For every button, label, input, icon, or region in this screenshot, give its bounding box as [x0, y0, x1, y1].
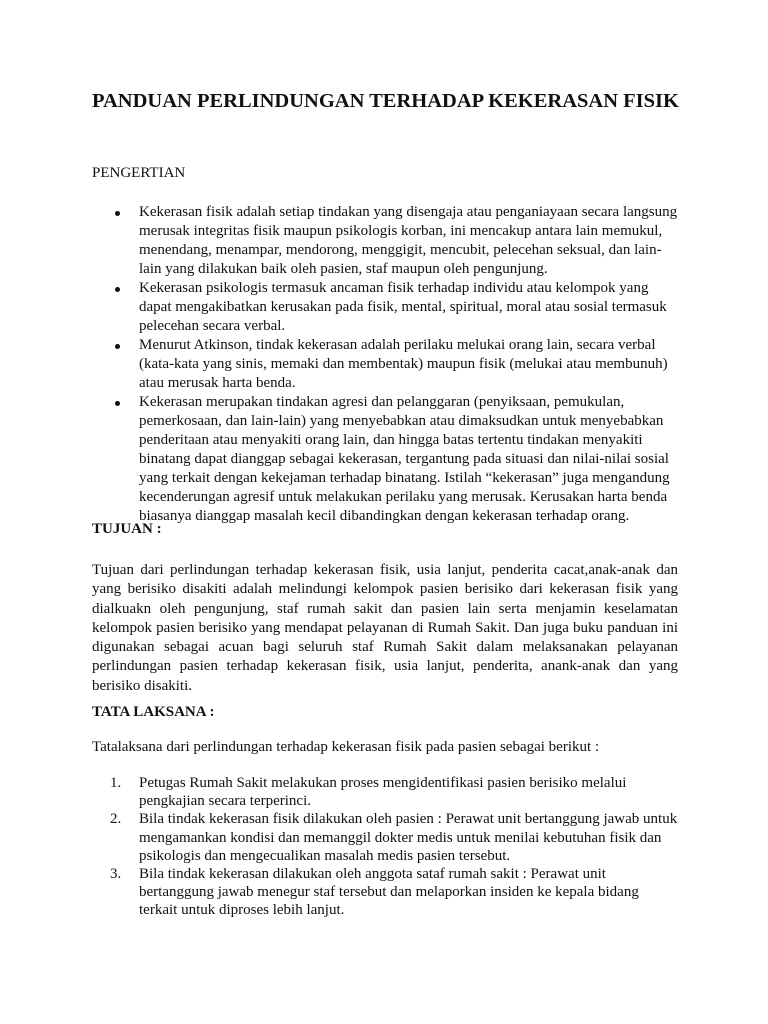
list-item: [92, 336, 678, 393]
pengertian-bullet-list: [92, 203, 678, 526]
list-item: [92, 279, 678, 336]
section-heading-pengertian: PENGERTIAN: [92, 165, 186, 181]
bullet-icon: [115, 344, 120, 349]
bullet-icon: [115, 401, 120, 406]
tata-laksana-intro: Tatalaksana dari perlindungan terhadap kekerasan fisik pada pasien sebagai berikut :: [92, 739, 600, 755]
item-number: 2.: [110, 811, 122, 828]
bullet-icon: [115, 287, 120, 292]
item-text: Bila tindak kekerasan fisik dilakukan oleh pasien : Perawat unit bertanggung jawab untuk mengamankan kondisi dan memanggil dokter medis untuk menilai kebutuhan fisik dan psikologis dan mengecualikan masalah medis pasien tersebut.: [139, 811, 678, 864]
tujuan-paragraph: Tujuan dari perlindungan terhadap kekerasan fisik, usia lanjut, penderita cacat,anak-anak dan yang berisiko disakiti adalah melindungi kelompok pasien berisiko dari kekerasan fisik yang dialkuakn oleh pengunjung, staf rumah sakit dan pasien lain serta menjamin keselamatan kelompok pasien berisiko yang mendapat pelayanan di Rumah Sakit. Dan juga buku panduan ini digunakan sebagai acuan bagi seluruh staf Rumah Sakit dalam melaksanakan pelayanan perlindungan pasien terhadap kekerasan fisik, usia lanjut, penderita, anank-anak dan yang berisiko disakiti.: [92, 562, 678, 694]
bullet-icon: [115, 211, 120, 216]
item-number: 3.: [110, 866, 122, 883]
tata-laksana-numbered-list: [92, 774, 678, 920]
bullet-text: Menurut Atkinson, tindak kekerasan adalah perilaku melukai orang lain, secara verbal (kata-kata yang sinis, memaki dan membentak) maupun fisik (melukai atau membunuh) atau merusak harta benda.: [139, 337, 668, 391]
section-heading-tata-laksana: TATA LAKSANA :: [92, 704, 215, 720]
bullet-text: Kekerasan psikologis termasuk ancaman fisik terhadap individu atau kelompok yang dapat mengakibatkan kerusakan pada fisik, mental, spiritual, moral atau sosial termasuk pelecehan secara verbal.: [139, 280, 667, 334]
list-item: [92, 203, 678, 279]
section-heading-tujuan: TUJUAN :: [92, 521, 162, 537]
bullet-text: Kekerasan fisik adalah setiap tindakan yang disengaja atau penganiayaan secara langsung merusak integritas fisik maupun psikologis korban, ini mencakup antara lain memukul, menendang, menampar, mendorong, menggigit, mencubit, pelecehan seksual, dan lain-lain yang dilakukan baik oleh pasien, staf maupun oleh pengunjung.: [139, 204, 678, 277]
item-text: Petugas Rumah Sakit melakukan proses mengidentifikasi pasien berisiko melalui pengkajian secara terperinci.: [139, 775, 627, 810]
list-item: [92, 810, 678, 865]
list-item: [92, 774, 678, 810]
document-title: PANDUAN PERLINDUNGAN TERHADAP KEKERASAN FISIK: [92, 90, 679, 112]
bullet-text: Kekerasan merupakan tindakan agresi dan pelanggaran (penyiksaan, pemukulan, pemerkosaan, dan lain-lain) yang menyebabkan atau dimaksudkan untuk menyebabkan penderitaan atau menyakiti orang lain, dan hingga batas tertentu tindakan menyakiti binatang dapat dianggap sebagai kekerasan, tergantung pada situasi dan nilai-nilai sosial yang terkait dengan kekejaman terhadap binatang. Istilah “kekerasan” juga mengandung kecenderungan agresif untuk melakukan perilaku yang merusak. Kerusakan harta benda biasanya dianggap masalah kecil dibandingkan dengan kekerasan terhadap orang.: [139, 394, 670, 524]
item-text: Bila tindak kekerasan dilakukan oleh anggota sataf rumah sakit : Perawat unit bertanggung jawab menegur staf tersebut dan melaporkan insiden ke kepala bidang terkait untuk diproses lebih lanjut.: [139, 866, 639, 919]
item-number: 1.: [110, 775, 122, 791]
list-item: [92, 393, 678, 526]
list-item: [92, 865, 678, 920]
